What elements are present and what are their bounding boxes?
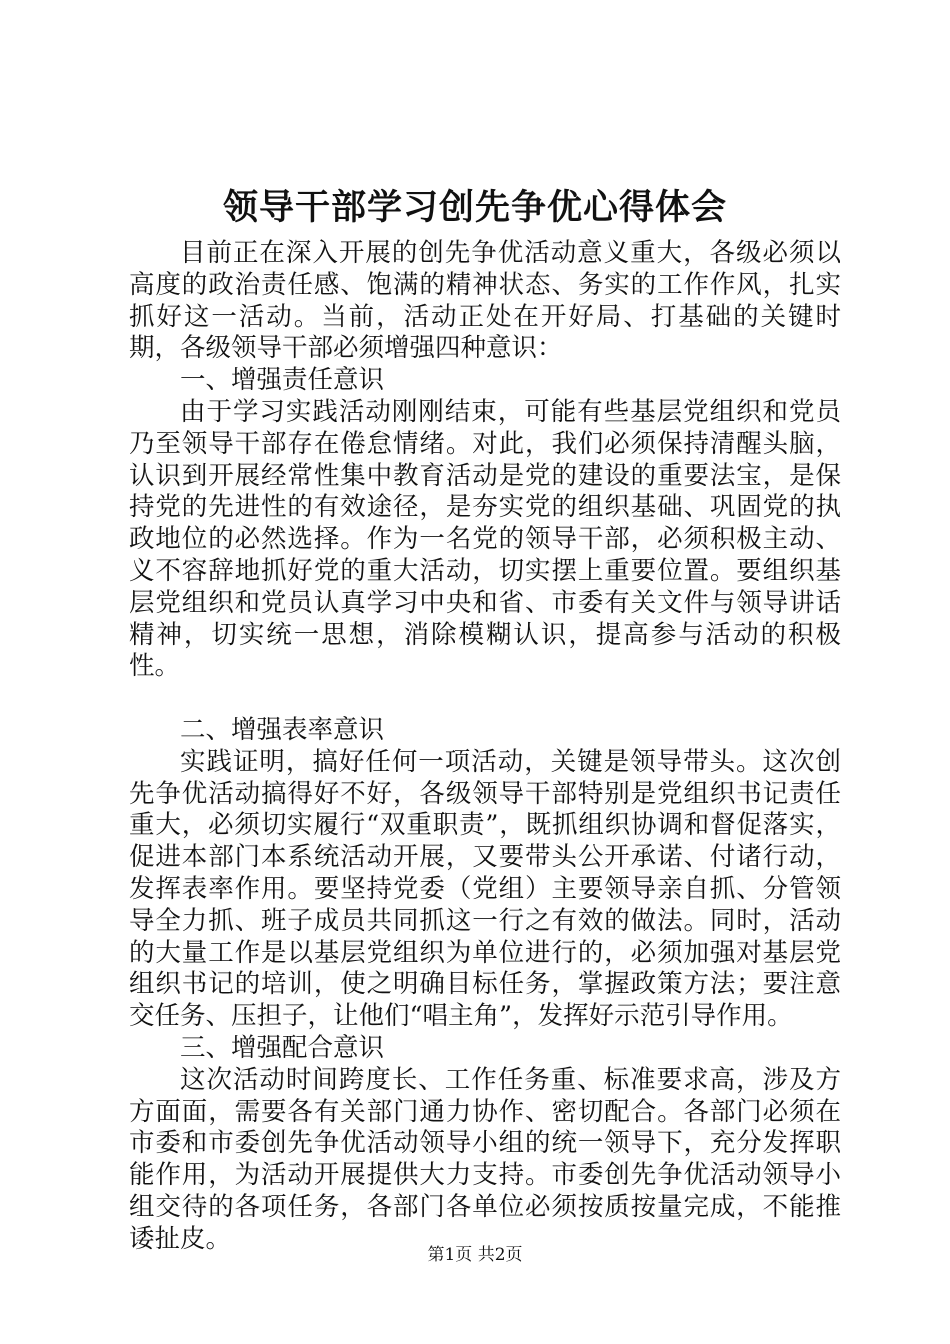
section-paragraph-responsibility: 由于学习实践活动刚刚结束，可能有些基层党组织和党员乃至领导干部存在倦怠情绪。对此，我们必须保持清醒头脑，认识到开展经常性集中教育活动是党的建设的重要法宝，是保持党的先进性的有效途径，是夯实党的组织基础、巩固党的执政地位的必然选择。作为一名党的领导干部，必须积极主动、义不容辞地抓好党的重大活动，切实摆上重要位置。要组织基层党组织和党员认真学习中央和省、市委有关文件与领导讲话精神，切实统一思想，消除模糊认识，提高参与活动的积极性。	[129, 396, 841, 682]
paragraph-spacer	[129, 683, 841, 715]
document-body	[129, 238, 841, 1256]
document-title: 领导干部学习创先争优心得体会	[222, 187, 727, 228]
section-heading-responsibility: 一、增强责任意识	[180, 365, 385, 396]
intro-paragraph: 目前正在深入开展的创先争优活动意义重大，各级必须以高度的政治责任感、饱满的精神状态、务实的工作作风，扎实抓好这一活动。当前，活动正处在开好局、打基础的关键时期，各级领导干部必须增强四种意识：	[129, 238, 841, 364]
section-paragraph-cooperation: 这次活动时间跨度长、工作任务重、标准要求高，涉及方方面面，需要各有关部门通力协作、密切配合。各部门必须在市委和市委创先争优活动领导小组的统一领导下，充分发挥职能作用，为活动开展提供大力支持。市委创先争优活动领导小组交待的各项任务，各部门各单位必须按质按量完成，不能推诿扯皮。	[129, 1064, 841, 1254]
page-number-footer: 第1页 共2页	[427, 1245, 523, 1265]
section-heading-example: 二、增强表率意识	[180, 714, 385, 745]
section-heading-cooperation: 三、增强配合意识	[180, 1032, 385, 1063]
section-paragraph-example: 实践证明，搞好任何一项活动，关键是领导带头。这次创先争优活动搞得好不好，各级领导干部特别是党组织书记责任重大，必须切实履行“双重职责”，既抓组织协调和督促落实，促进本部门本系统活动开展，又要带头公开承诺、付诸行动，发挥表率作用。要坚持党委（党组）主要领导亲自抓、分管领导全力抓、班子成员共同抓这一行之有效的做法。同时，活动的大量工作是以基层党组织为单位进行的，必须加强对基层党组织书记的培训，使之明确目标任务，掌握政策方法；要注意交任务、压担子，让他们“唱主角”，发挥好示范引导作用。	[129, 746, 841, 1032]
